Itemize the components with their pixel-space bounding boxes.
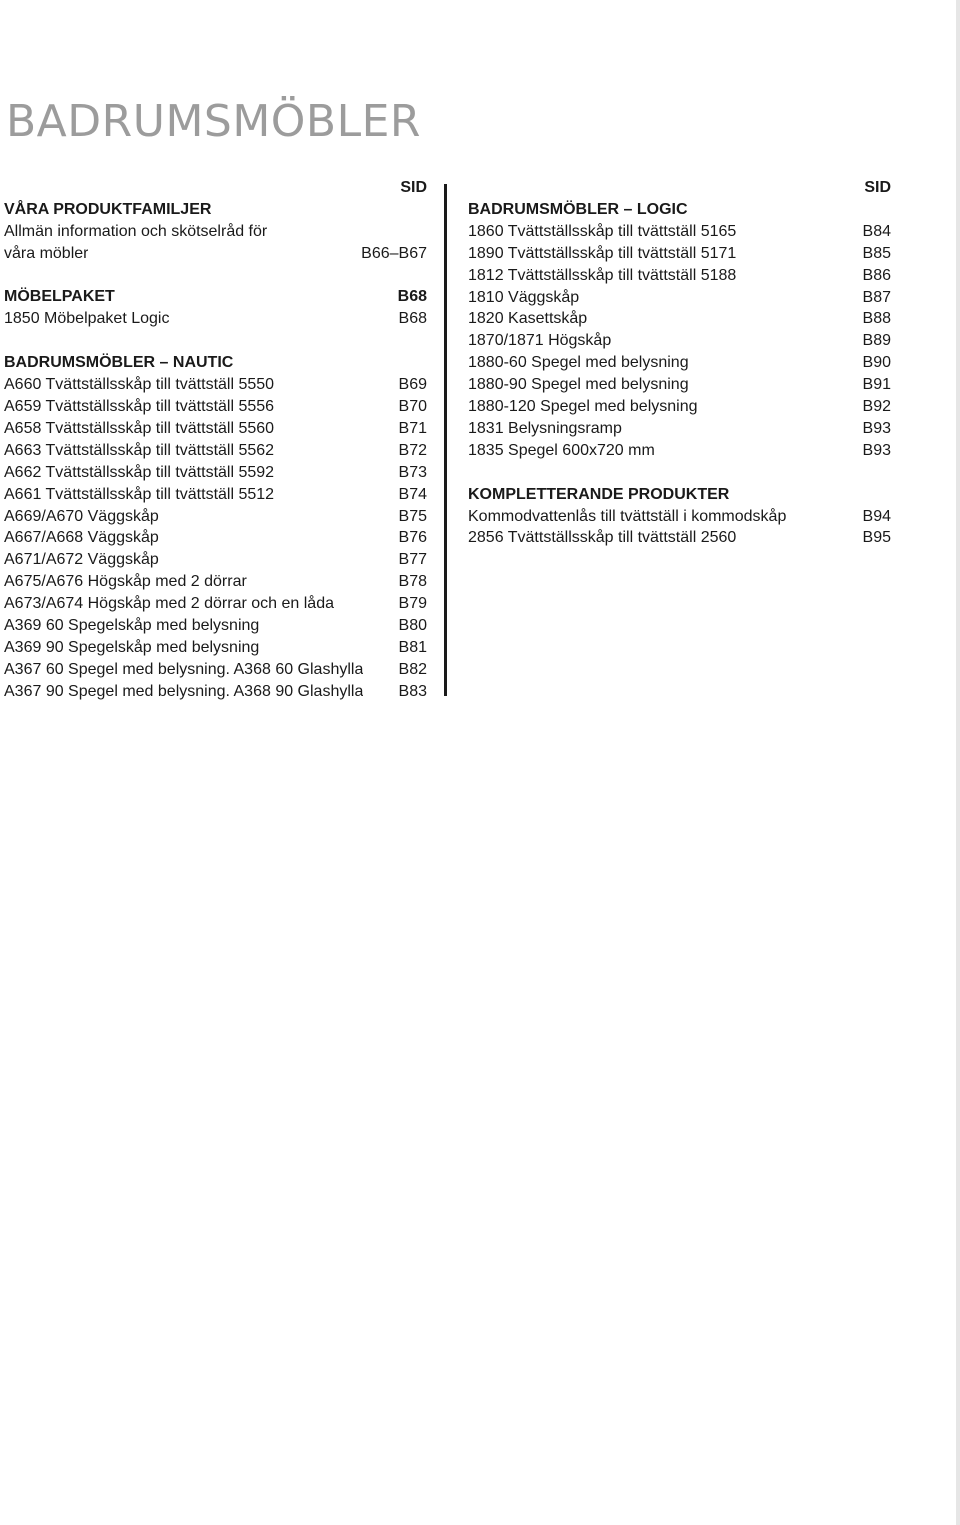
list-kompletterande bbox=[468, 506, 891, 550]
toc-entry-page: B87 bbox=[862, 288, 891, 306]
toc-entry[interactable] bbox=[4, 615, 427, 637]
toc-entry-page: B90 bbox=[862, 354, 891, 372]
toc-entry-page: B74 bbox=[398, 485, 427, 503]
section-logic bbox=[468, 199, 891, 462]
toc-entry-page: B93 bbox=[862, 441, 891, 459]
section-produktfamiljer bbox=[4, 199, 427, 265]
toc-entry[interactable] bbox=[468, 352, 891, 374]
toc-entry-label: 1860 Tvättställsskåp till tvättställ 5165 bbox=[468, 222, 737, 240]
toc-entry-page: B72 bbox=[398, 441, 427, 459]
toc-entry-page: B71 bbox=[398, 419, 427, 437]
toc-entry-label: A662 Tvättställsskåp till tvättställ 5592 bbox=[4, 463, 275, 481]
toc-entry-page: B69 bbox=[398, 376, 427, 394]
toc-entry-label: A673/A674 Högskåp med 2 dörrar och en låda bbox=[4, 595, 334, 613]
toc-entry[interactable] bbox=[4, 440, 427, 462]
toc-entry-page: B77 bbox=[398, 551, 427, 569]
toc-entry[interactable] bbox=[4, 571, 427, 593]
toc-right-column bbox=[468, 177, 891, 571]
toc-entry[interactable] bbox=[468, 527, 891, 549]
toc-entry-label: 1812 Tvättställsskåp till tvättställ 5188 bbox=[468, 266, 737, 284]
toc-entry[interactable] bbox=[4, 527, 427, 549]
toc-entry[interactable] bbox=[4, 659, 427, 681]
column-divider bbox=[444, 184, 447, 696]
toc-entry-label: A663 Tvättställsskåp till tvättställ 5562 bbox=[4, 441, 275, 459]
toc-entry-label: 1831 Belysningsramp bbox=[468, 419, 622, 437]
toc-entry-page: B93 bbox=[862, 419, 891, 437]
toc-entry-page: B84 bbox=[862, 222, 891, 240]
toc-entry[interactable] bbox=[468, 265, 891, 287]
toc-entry[interactable] bbox=[468, 440, 891, 462]
toc-entry[interactable] bbox=[468, 243, 891, 265]
toc-entry-page: B73 bbox=[398, 463, 427, 481]
toc-entry[interactable] bbox=[4, 637, 427, 659]
section-title-logic: BADRUMSMÖBLER – LOGIC bbox=[468, 200, 688, 218]
toc-entry-label: A669/A670 Väggskåp bbox=[4, 507, 159, 525]
toc-entry-label: A661 Tvättställsskåp till tvättställ 5512 bbox=[4, 485, 275, 503]
toc-entry[interactable] bbox=[4, 549, 427, 571]
toc-entry-page: B70 bbox=[398, 397, 427, 415]
toc-entry-page: B79 bbox=[398, 595, 427, 613]
toc-entry[interactable] bbox=[4, 506, 427, 528]
toc-entry-label: A658 Tvättställsskåp till tvättställ 5560 bbox=[4, 419, 275, 437]
toc-entry[interactable] bbox=[468, 506, 891, 528]
list-logic bbox=[468, 221, 891, 462]
toc-entry-label: A667/A668 Väggskåp bbox=[4, 529, 159, 547]
section-title-row-mobelpaket bbox=[4, 286, 427, 308]
toc-entry[interactable] bbox=[4, 484, 427, 506]
toc-entry-page: B86 bbox=[862, 266, 891, 284]
toc-entry[interactable] bbox=[468, 308, 891, 330]
toc-entry-page: B75 bbox=[398, 507, 427, 525]
list-mobelpaket bbox=[4, 308, 427, 330]
section-title-nautic: BADRUMSMÖBLER – NAUTIC bbox=[4, 354, 234, 372]
section-title-produktfamiljer: VÅRA PRODUKTFAMILJER bbox=[4, 200, 212, 218]
toc-entry-page: B94 bbox=[862, 507, 891, 525]
toc-entry[interactable] bbox=[468, 287, 891, 309]
toc-entry-page: B81 bbox=[398, 638, 427, 656]
toc-entry-page: B76 bbox=[398, 529, 427, 547]
toc-entry[interactable] bbox=[4, 418, 427, 440]
toc-entry-label: 1880-120 Spegel med belysning bbox=[468, 398, 698, 416]
toc-entry-line2: våra möbler bbox=[4, 244, 89, 262]
toc-entry[interactable] bbox=[4, 593, 427, 615]
toc-entry[interactable] bbox=[468, 221, 891, 243]
toc-entry[interactable] bbox=[468, 374, 891, 396]
section-kompletterande bbox=[468, 484, 891, 550]
toc-entry[interactable] bbox=[4, 462, 427, 484]
toc-entry-allman-information[interactable] bbox=[4, 221, 427, 265]
toc-entry-label: 1880-60 Spegel med belysning bbox=[468, 354, 689, 372]
toc-entry-page: B91 bbox=[862, 376, 891, 394]
page-edge-strip bbox=[956, 0, 960, 1525]
toc-entry-label: A367 90 Spegel med belysning. A368 90 Glashylla bbox=[4, 682, 364, 700]
page-title: BADRUMSMÖBLER bbox=[6, 96, 422, 147]
section-title-mobelpaket: MÖBELPAKET bbox=[4, 288, 115, 306]
toc-entry-label: 1890 Tvättställsskåp till tvättställ 5171 bbox=[468, 244, 737, 262]
toc-entry-page: B92 bbox=[862, 398, 891, 416]
toc-entry-page: B88 bbox=[862, 310, 891, 328]
toc-entry-page: B66–B67 bbox=[361, 244, 427, 262]
section-nautic bbox=[4, 352, 427, 702]
toc-entry-page: B95 bbox=[862, 529, 891, 547]
toc-entry-label: A671/A672 Väggskåp bbox=[4, 551, 159, 569]
toc-entry[interactable] bbox=[468, 330, 891, 352]
toc-entry-label: Kommodvattenlås till tvättställ i kommodskåp bbox=[468, 507, 787, 525]
toc-entry[interactable] bbox=[4, 396, 427, 418]
toc-left-column bbox=[4, 177, 427, 725]
toc-entry[interactable] bbox=[468, 418, 891, 440]
toc-entry-label: 1850 Möbelpaket Logic bbox=[4, 310, 170, 328]
toc-entry-label: A659 Tvättställsskåp till tvättställ 5556 bbox=[4, 397, 275, 415]
section-mobelpaket bbox=[4, 286, 427, 330]
toc-entry[interactable] bbox=[4, 681, 427, 703]
toc-entry-page: B78 bbox=[398, 573, 427, 591]
toc-entry-page: B89 bbox=[862, 332, 891, 350]
toc-entry-label: 2856 Tvättställsskåp till tvättställ 2560 bbox=[468, 529, 737, 547]
toc-entry-line1: Allmän information och skötselråd för bbox=[4, 222, 268, 240]
toc-entry-page: B68 bbox=[398, 310, 427, 328]
sid-header-right: SID bbox=[864, 179, 891, 196]
toc-entry[interactable] bbox=[4, 308, 427, 330]
section-title-kompletterande: KOMPLETTERANDE PRODUKTER bbox=[468, 485, 730, 503]
toc-entry[interactable] bbox=[468, 396, 891, 418]
toc-entry-page: B83 bbox=[398, 682, 427, 700]
toc-entry-label: 1810 Väggskåp bbox=[468, 288, 580, 306]
toc-entry-page: B82 bbox=[398, 660, 427, 678]
sid-header-left: SID bbox=[400, 179, 427, 196]
toc-entry-label: 1835 Spegel 600x720 mm bbox=[468, 441, 655, 459]
toc-entry-page: B80 bbox=[398, 617, 427, 635]
toc-entry-label: A367 60 Spegel med belysning. A368 60 Glashylla bbox=[4, 660, 364, 678]
toc-entry-label: A660 Tvättställsskåp till tvättställ 5550 bbox=[4, 376, 275, 394]
toc-entry-label: 1870/1871 Högskåp bbox=[468, 332, 612, 350]
toc-entry[interactable] bbox=[4, 374, 427, 396]
toc-entry-label: A369 90 Spegelskåp med belysning bbox=[4, 638, 260, 656]
section-title-page-mobelpaket: B68 bbox=[397, 288, 427, 306]
toc-entry-label: 1880-90 Spegel med belysning bbox=[468, 376, 689, 394]
list-nautic bbox=[4, 374, 427, 703]
toc-entry-page: B85 bbox=[862, 244, 891, 262]
toc-entry-label: A675/A676 Högskåp med 2 dörrar bbox=[4, 573, 247, 591]
toc-entry-label: A369 60 Spegelskåp med belysning bbox=[4, 617, 260, 635]
toc-entry-label: 1820 Kasettskåp bbox=[468, 310, 588, 328]
